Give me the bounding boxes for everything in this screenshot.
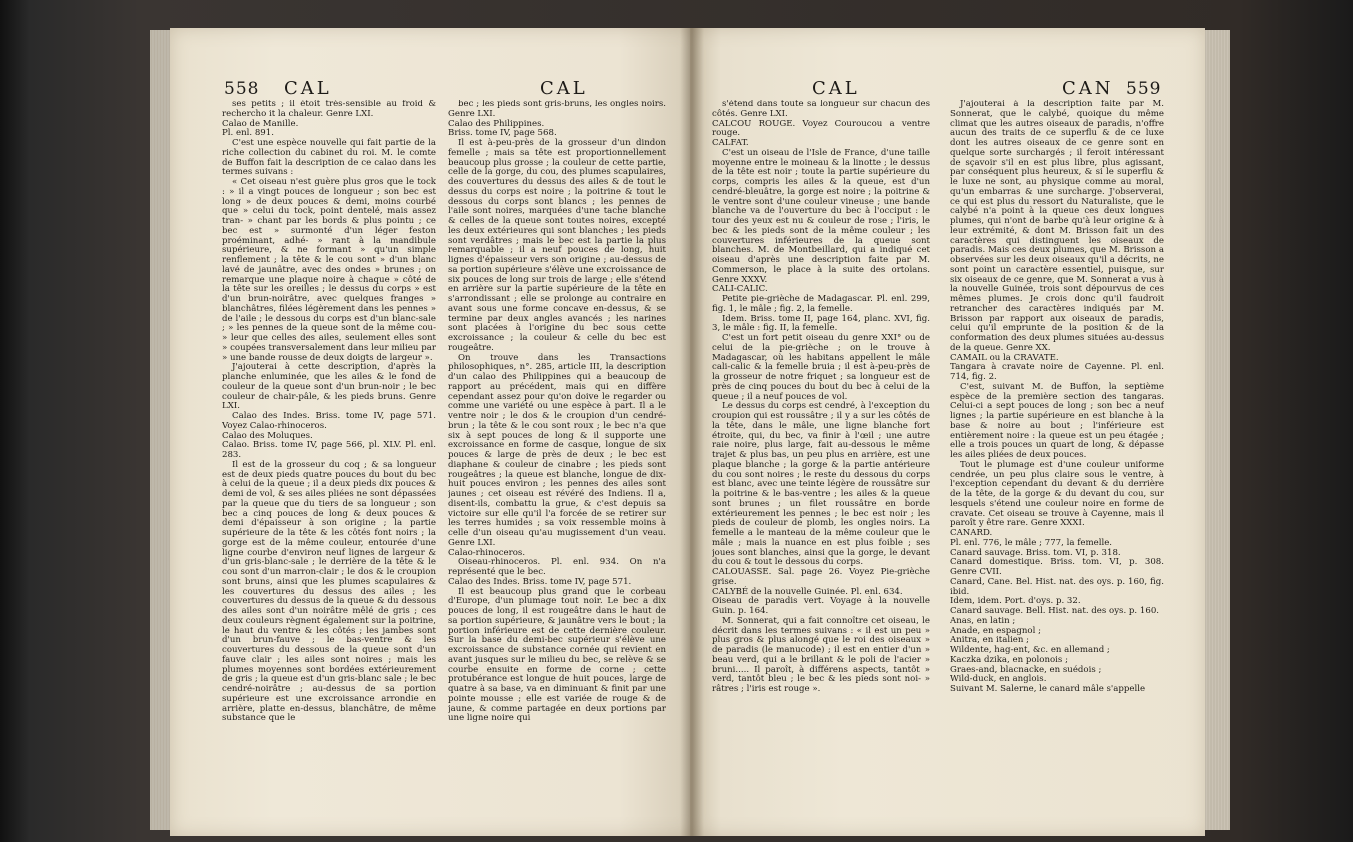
text-paragraph: Calao des Moluques. [222,430,313,441]
text-paragraph: CALFAT. [712,138,749,148]
right-page-column-1 [712,100,930,828]
text-paragraph: C'est un oiseau de l'Isle de France, d'une taille moyenne entre le moineau & la linotte ; le dessus de la tête est noir ; toute la partie supérieure du corps, compris les ailes & la queue, est d'un cendré-bleuâtre, la gorge est noire ; la poitrine & le ventre sont d'une couleur vineuse ; une bande blanche va de l'ouverture du bec à l'occiput : le tour des yeux est nu & couleur de rose ; l'iris, le bec & les pieds sont de la même couleur ; les couvertures inférieures de la queue sont blanches. M. de Montbeillard, qui a indiqué cet oiseau d'après une description faite par M. Commerson, le place à la suite des ortolans. Genre XXXV. [712,147,930,285]
text-paragraph: Oiseau-rhinoceros. Pl. enl. 934. On n'a représenté que le bec. [448,557,666,577]
text-paragraph: Il est beaucoup plus grand que le corbeau d'Europe, d'un plumage tout noir. Le bec a dix pouces de long, il est rougeâtre dans le haut de sa portion supérieure, & jaunâtre vers le bout ; la portion inférieure est de cette dernière couleur. Sur la base du demi-bec supérieur s'élève une excroissance de substance cornée qui revient en avant jusques sur le milieu du bec, se relève & se courbe ensuite en forme de corne ; cette protubérance est longue de huit pouces, large de quatre à sa base, va en diminuant & finit par une pointe mousse ; elle est variée de rouge & de jaune, & comme partagée en deux portions par une ligne noire qui [448,586,666,724]
book-gutter [680,28,704,836]
text-paragraph: Pl. enl. 891. [222,128,274,139]
text-paragraph: CALYBÉ de la nouvelle Guinée. Pl. enl. 634. [712,586,903,597]
right-running-head-1: CAL [812,78,860,99]
text-paragraph: Calao des Indes. Briss. tome IV, page 571. [448,576,632,587]
right-running-head-2: CAN [1062,78,1114,99]
text-paragraph: Il est de la grosseur du coq ; & sa longueur est de deux pieds quatre pouces du bout du bec à celui de la queue ; il a deux pieds dix pouces & demi de vol, & ses ailes pliées ne sont dépassées par la queue que du tiers de sa longueur ; son bec a cinq pouces de long & deux pouces & demi d'épaisseur à son origine ; la partie supérieure de la tête & les côtés font noirs ; la gorge est de la même couleur, entourée d'une ligne courbe d'environ neuf lignes de largeur & d'un gris-blanc-sale ; le derrière de la tête & le cou sont d'un marron-clair ; le dos & le croupion sont bruns, ainsi que les plumes scapulaires & les couvertures du dessus des ailes ; les couvertures du dessus de la queue & du dessous des ailes sont d'un noirâtre mêlé de gris ; ces deux couleurs règnent également sur la poitrine, le haut du ventre & les côtés ; les jambes sont d'un brun-fauve ; le bas-ventre & les couvertures du dessous de la queue sont d'un fauve clair ; les ailes sont noires ; mais les plumes moyennes sont bordées extérieurement de gris ; la queue est d'un gris-blanc sale ; le bec cendré-noirâtre ; au-dessus de sa portion supérieure est une excroissance arrondie en arrière, platte en-dessus, blanchâtre, de même substance que le [222,459,436,724]
text-paragraph: Calao des Indes. Briss. tome IV, page 571. Voyez Calao-rhinoceros. [222,411,436,431]
left-page-column-2 [448,100,666,828]
text-paragraph: ses petits ; il étoit très-sensible au froid & rechercho it la chaleur. Genre LXI. [222,100,436,119]
text-paragraph: Canard domestique. Briss. tom. VI, p. 308. Genre CVII. [950,557,1164,577]
text-paragraph: On trouve dans les Transactions philosophiques, n°. 285, article III, la description d'un calao des Philippines qui a beaucoup de rapport au précédent, mais qui en diffère cependant assez pour qu'on doive le regarder ou comme une variété ou une espèce à part. Il a le ventre noir ; le dos & le croupion d'un cendré-brun ; la tête & le cou sont roux ; le bec n'a que six à sept pouces de long & il supporte une excroissance en forme de casque, longue de six pouces & large de près de deux ; le bec est diaphane & couleur de cinabre ; les pieds sont rougeâtres ; la queue est blanche, longue de dix-huit pouces environ ; les pennes des ailes sont jaunes ; cet oiseau est révéré des Indiens. Il a, disent-ils, combattu la grue, & c'est depuis sa victoire sur elle qu'il l'a forcée de se retirer sur les terres humides ; sa voix ressemble moins à celle d'un oiseau qu'au mugissement d'un veau. Genre LXI. [448,352,666,548]
text-paragraph: Tangara à cravate noire de Cayenne. Pl. enl. 714, fig. 2. [950,362,1164,382]
text-paragraph: Kaczka dzika, en polonois ; [950,654,1068,665]
text-paragraph: Canard, Cane. Bel. Hist. nat. des oys. p. 160, fig. ibid. [950,576,1164,597]
text-paragraph: Idem, idem. Port. d'oys. p. 32. [950,596,1081,607]
text-paragraph: Wildente, hag-ent, &c. en allemand ; [950,645,1110,655]
text-paragraph: CALOUASSE. Sal. page 26. Voyez Pie-grièche grise. [712,567,930,587]
text-paragraph: Calao-rhinoceros. [448,547,526,558]
text-paragraph: Oiseau de paradis vert. Voyage à la nouvelle Guin. p. 164. [712,596,930,616]
text-paragraph: M. Sonnerat, qui a fait connoître cet oiseau, le décrit dans les termes suivans : « il est un peu » plus gros & plus alongé que le roi des oiseaux » de paradis (le manucode) ; il est en entier d'un » beau verd, qui a le brillant & le poli de l'acier » bruni..... Il paroît, à différens aspects, tantôt » verd, tantôt bleu ; le bec & les pieds sont noi- » râtres ; l'iris est rouge ». [712,615,930,694]
text-paragraph: Wild-duck, en anglois. [950,674,1047,685]
text-paragraph: Anade, en espagnol ; [950,625,1041,636]
text-paragraph: Suivant M. Salerne, le canard mâle s'appelle [950,684,1146,694]
text-paragraph: Canard sauvage. Briss. tom. VI, p. 318. [950,547,1121,558]
left-running-head-2: CAL [540,78,588,99]
left-running-head-1: CAL [284,78,332,99]
text-paragraph: Briss. tome IV, page 568. [448,128,557,139]
text-paragraph: Canard sauvage. Bell. Hist. nat. des oys. p. 160. [950,606,1160,616]
text-paragraph: Le dessus du corps est cendré, à l'exception du croupion qui est roussâtre ; il y a sur les côtés de la tête, dans le mâle, une ligne blanche fort étroite, qui, du bec, va finir à l'œil ; une autre raie noire, plus large, fait au-dessous le même trajet & plus bas, un peu plus en arrière, est une plaque blanche ; la gorge & la partie antérieure du cou sont noires ; le reste du dessous du corps est blanc, avec une teinte légère de roussâtre sur la poitrine & le bas-ventre ; les ailes & la queue sont brunes ; un filet roussâtre en borde extérieurement les pennes ; le bec est noir ; les pieds de couleur de plomb, les ongles noirs. La femelle a le manteau de la même couleur que le mâle ; mais la nuance en est plus foible ; ses joues sont blanches, ainsi que la gorge, le devant du cou & tout le dessous du corps. [712,401,930,568]
text-paragraph: bec ; les pieds sont gris-bruns, les ongles noirs. Genre LXI. [448,100,666,119]
text-paragraph: CANARD. [950,528,993,538]
text-paragraph: Calao. Briss. tome IV, page 566, pl. XLV. Pl. enl. 283. [222,440,436,460]
left-page-number: 558 [224,79,260,99]
text-paragraph: C'est, suivant M. de Buffon, la septième espèce de la première section des tangaras. Celui-ci a sept pouces de long ; son bec a neuf lignes ; la partie supérieure en est blanche à la base & noire au bout ; l'inférieure est entièrement noire : la queue est un peu étagée ; elle a trois pouces un quart de long, & dépasse les ailes pliées de deux pouces. [950,381,1164,460]
text-paragraph: C'est une espèce nouvelle qui fait partie de la riche collection du cabinet du roi. M. le comte de Buffon fait la description de ce calao dans les termes suivans : [222,138,436,178]
right-page-number: 559 [1126,79,1162,99]
text-paragraph: C'est un fort petit oiseau du genre XXI° ou de celui de la pie-grièche ; on le trouve à Madagascar, où les habitans appellent le mâle cali-calic & la femelle bruia ; il est à-peu-près de la grosseur de notre friquet ; sa longueur est de près de cinq pouces du bout du bec à celui de la queue ; il a neuf pouces de vol. [712,333,930,402]
text-paragraph: Calao des Philippines. [448,118,545,129]
text-paragraph: CALCOU ROUGE. Voyez Couroucou a ventre rouge. [712,118,930,139]
right-page-column-2 [950,100,1164,828]
text-paragraph: CAMAIL ou la CRAVATE. [950,352,1059,363]
text-paragraph: J'ajouterai à la description faite par M. Sonnerat, que le calybé, quoique du même climat que les autres oiseaux de paradis, n'offre aucun des traits de ce superflu & de ce luxe dont les autres oiseaux de ce genre sont en quelque sorte surchargés ; il feroit intéressant de sçavoir s'il en est plus libre, plus agissant, par conséquent plus heureux, & si le superflu & le luxe ne sont, au physique comme au moral, qu'un embarras & une surcharge. J'observerai, ce qui est plus du ressort du Naturaliste, que le calybé n'a point à la queue ces deux longues plumes, qui n'ont de barbe qu'à leur origine & à leur extrémité, & dont M. Brisson fait un des caractères qui distinguent les oiseaux de paradis. Mais ces deux plumes, que M. Brisson a observées sur les deux oiseaux qu'il a décrits, ne sont point un caractère essentiel, puisque, sur six oiseaux de ce genre, que M. Sonnerat a vus à la nouvelle Guinée, trois sont dépourvus de ces mêmes plumes. Je crois donc qu'il faudroit retrancher des caractères indiqués par M. Brisson par rapport aux oiseaux de paradis, celui qu'il emprunte de la position & de la conformation des deux plumes situées au-dessus de la queue. Genre XX. [950,100,1164,353]
text-paragraph: Pl. enl. 776, le mâle ; 777, la femelle. [950,537,1113,548]
text-paragraph: s'étend dans toute sa longueur sur chacun des côtés. Genre LXI. [712,100,930,119]
text-paragraph: Idem. Briss. tome II, page 164, planc. XVI, fig. 3, le mâle : fig. II, la femelle. [712,313,930,334]
text-paragraph: « Cet oiseau n'est guère plus gros que le tock : » il a vingt pouces de longueur ; son bec est long » de deux pouces & demi, moins courbé que » celui du tock, point dentelé, mais assez tran- » chant par les bords & plus pointu ; ce bec est » surmonté d'un léger feston proéminant, adhé- » rant à la mandibule supérieure, & ne formant » qu'un simple renflement ; la tête & le cou sont » d'un blanc lavé de jaunâtre, avec des ondes » brunes ; on remarque une plaque noire à chaque » côté de la tête sur les oreilles ; le dessus du corps » est d'un brun-noirâtre, avec quelques franges » blanchâtres, filées légèrement dans les pennes » de l'aile ; le dessous du corps est d'un blanc-sale ; » les pennes de la queue sont de la même cou- » leur que celles des ailes, seulement elles sont » coupées transversalement dans leur milieu par » une bande rousse de deux doigts de largeur ». [222,177,436,363]
text-paragraph: Calao de Manille. [222,118,299,129]
text-paragraph: Anitra, en italien ; [950,635,1030,646]
text-paragraph: Petite pie-grièche de Madagascar. Pl. enl. 299, fig. 1, le mâle ; fig. 2, la femelle. [712,294,930,314]
text-paragraph: Il est à-peu-près de la grosseur d'un dindon femelle ; mais sa tête est proportionnellement beaucoup plus grosse ; la couleur de cette partie, celle de la gorge, du cou, des plumes scapulaires, des couvertures du dessus des ailes & de tout le dessus du corps est noire ; la poitrine & tout le dessous du corps sont blancs ; les pennes de l'aile sont noires, marquées d'une tache blanche & celles de la queue sont toutes noires, excepté les deux extérieures qui sont blanches ; les pieds sont verdâtres ; mais le bec est la partie la plus remarquable ; il a neuf pouces de long, huit lignes d'épaisseur vers son origine ; au-dessus de sa portion supérieure s'élève une excroissance de six pouces de long sur trois de large ; elle s'étend en arrière sur la partie supérieure de la tête en s'arrondissant ; elle se prolonge au contraire en avant sous une forme concave en-dessus, & se termine par deux angles avancés ; les narines sont placées à l'origine du bec sous cette excroissance ; la couleur & celle du bec est rougeâtre. [448,138,666,353]
text-paragraph: Anas, en latin ; [950,615,1016,626]
left-page-column-1 [222,100,436,828]
text-paragraph: CALI-CALIC. [712,284,768,295]
text-paragraph: Graes-and, blacnacke, en suédois ; [950,664,1102,675]
text-paragraph: Tout le plumage est d'une couleur uniforme cendrée, un peu plus claire sous le ventre, à l'exception cependant du devant & du derrière de la tête, de la gorge & du devant du cou, sur lesquels s'étend une couleur noire en forme de cravate. Cet oiseau se trouve à Cayenne, mais il paroît y être rare. Genre XXXI. [950,459,1164,529]
text-paragraph: J'ajouterai à cette description, d'après la planche enluminée, que les ailes & le fond de couleur de la queue sont d'un brun-noir ; le bec couleur de chair-pâle, & les pieds bruns. Genre LXI. [222,362,436,412]
